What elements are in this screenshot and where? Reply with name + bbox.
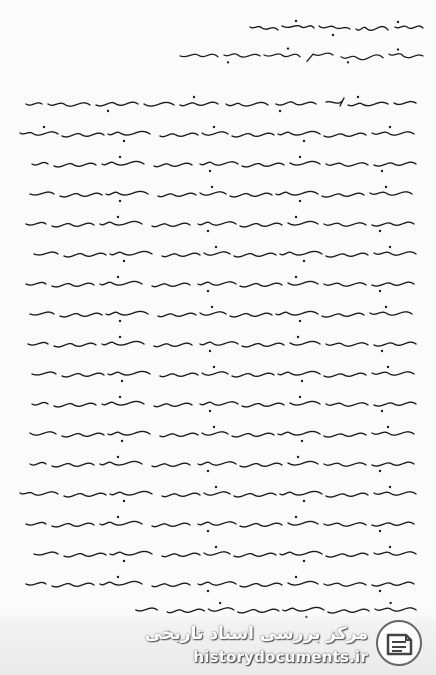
watermark-title: مرکز بررسی اسناد تاریخی: [145, 624, 368, 644]
body-line-8: [14, 302, 418, 324]
watermark-banner: [0, 613, 436, 675]
body-line-5: [14, 212, 420, 234]
handwritten-letter: [8, 0, 428, 615]
body-line-14: [14, 482, 422, 504]
body-line-1: [18, 92, 422, 114]
body-line-15: [16, 512, 420, 534]
body-line-12: [14, 422, 420, 444]
body-line-10: [16, 362, 420, 384]
heading-line-2: [168, 44, 428, 66]
body-line-16: [18, 542, 422, 564]
body-line-3: [20, 152, 422, 174]
body-line-4: [16, 182, 418, 204]
archive-seal-icon: [374, 618, 424, 668]
body-line-9: [18, 332, 422, 354]
body-line-7: [16, 272, 420, 294]
body-line-13: [18, 452, 420, 474]
body-line-2: [14, 122, 420, 144]
body-line-17: [16, 572, 420, 594]
body-line-6: [22, 242, 422, 264]
watermark-url: historydocuments.ir: [193, 648, 368, 666]
body-line-11: [20, 392, 422, 414]
heading-line-1: [238, 16, 428, 38]
